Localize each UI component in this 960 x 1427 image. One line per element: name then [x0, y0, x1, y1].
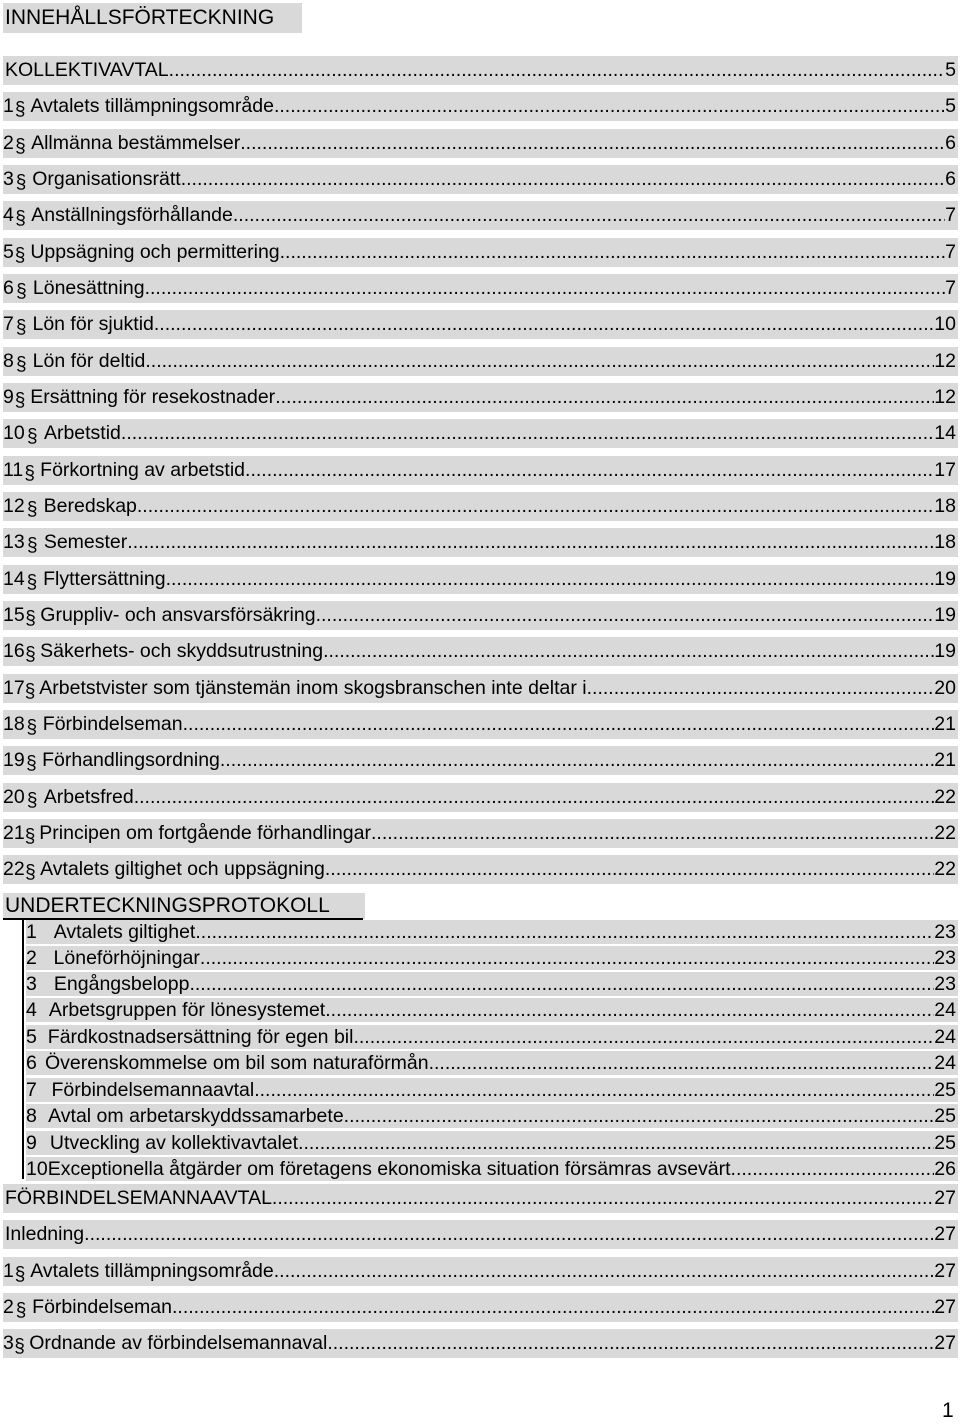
section-symbol: § [15, 208, 26, 229]
toc-entry[interactable] [3, 347, 958, 376]
toc-entry-page: 19 [934, 568, 956, 590]
toc-entry-number: 5 [3, 241, 14, 263]
toc-entry[interactable] [3, 637, 958, 666]
toc-entry-title: Inledning [5, 1223, 85, 1245]
toc-entry[interactable] [26, 972, 958, 996]
dot-leader [84, 1220, 934, 1249]
section-symbol: § [14, 1264, 26, 1285]
dot-leader [220, 746, 934, 775]
toc-entry-page: 6 [945, 132, 956, 154]
toc-entry[interactable] [26, 1025, 958, 1049]
toc-entry-number: 19 [3, 749, 25, 771]
section-symbol: § [26, 717, 38, 738]
toc-entry-title: Engångsbelopp [53, 973, 190, 995]
toc-entry-number: 10 [3, 422, 25, 444]
toc-entry-number: 11 [3, 459, 24, 481]
toc-entry-page: 27 [934, 1223, 956, 1245]
toc-entry-number: 2 [3, 1296, 14, 1318]
dot-leader [587, 674, 935, 703]
dot-leader [166, 565, 935, 594]
toc-entry[interactable] [3, 783, 958, 812]
toc-entry-page: 25 [934, 1132, 956, 1154]
section-symbol: § [26, 790, 38, 811]
toc-entry-title: Förbindelseman [32, 1296, 172, 1318]
page-title: INNEHÅLLSFÖRTECKNING [3, 3, 302, 33]
dot-leader [195, 920, 934, 944]
toc-entry-page: 17 [934, 459, 956, 481]
toc-entry-number: 5 [26, 1026, 37, 1048]
toc-entry-page: 12 [934, 350, 956, 372]
toc-entry[interactable] [26, 1078, 958, 1102]
toc-entry-number: 4 [3, 204, 14, 226]
toc-entry-title: Lön för deltid [32, 350, 146, 372]
toc-entry-number: 1 [3, 1260, 14, 1282]
section-symbol: § [24, 681, 36, 702]
toc-entry-title: Gruppliv- och ansvarsförsäkring [40, 604, 316, 626]
toc-entry[interactable] [3, 1184, 958, 1213]
toc-entry-page: 21 [934, 749, 956, 771]
toc-entry-page: 23 [934, 921, 956, 943]
toc-entry-title: Organisationsrätt [32, 168, 181, 190]
toc-entry-number: 9 [3, 386, 14, 408]
toc-entry-page: 7 [945, 241, 956, 263]
toc-entry[interactable] [3, 492, 958, 521]
toc-entry-page: 5 [945, 59, 956, 81]
section-symbol: § [14, 390, 26, 411]
toc-entry[interactable] [3, 1293, 958, 1322]
dot-leader [344, 1104, 935, 1128]
section-symbol: § [24, 463, 35, 484]
toc-entry[interactable] [26, 920, 958, 944]
protocol-heading: UNDERTECKNINGSPROTOKOLL [3, 893, 365, 919]
toc-entry-number: 3 [3, 168, 14, 190]
toc-entry-number: 10 [26, 1158, 48, 1180]
toc-entry-number: 3 [3, 1332, 14, 1354]
protocol-left-rule [22, 920, 24, 1179]
dot-leader [145, 347, 934, 376]
toc-entry-page: 22 [934, 786, 956, 808]
section-symbol: § [27, 426, 38, 447]
section-symbol: § [26, 535, 38, 556]
toc-entry-page: 18 [934, 495, 956, 517]
toc-entry-number: 21 [3, 822, 25, 844]
toc-entry[interactable] [3, 129, 958, 158]
toc-entry-title: Beredskap [43, 495, 137, 517]
toc-entry-title: Allmänna bestämmelser [31, 132, 241, 154]
dot-leader [181, 165, 945, 194]
toc-entry-title: Arbetstid [43, 422, 121, 444]
toc-entry-page: 6 [945, 168, 956, 190]
toc-entry-number: 18 [3, 713, 25, 735]
dot-leader [240, 129, 945, 158]
toc-entry[interactable] [26, 1104, 958, 1128]
toc-entry-page: 27 [934, 1187, 956, 1209]
dot-leader [327, 1329, 934, 1358]
toc-entry-title: FÖRBINDELSEMANNAAVTAL [5, 1187, 272, 1209]
section-symbol: § [15, 136, 26, 157]
section-symbol: § [26, 499, 38, 520]
section-symbol: § [26, 572, 38, 593]
toc-entry[interactable] [3, 310, 958, 339]
dot-leader [274, 92, 945, 121]
toc-entry-number: 2 [26, 947, 37, 969]
dot-leader [254, 1078, 934, 1102]
dot-leader [371, 819, 934, 848]
toc-entry[interactable] [3, 238, 958, 267]
toc-entry-number: 4 [26, 999, 37, 1021]
toc-entry-page: 23 [934, 947, 956, 969]
section-symbol: § [25, 862, 36, 883]
toc-entry-title: Uppsägning och permittering [30, 241, 280, 263]
toc-entry[interactable] [26, 1157, 958, 1181]
toc-entry-page: 24 [934, 1052, 956, 1074]
toc-entry-number: 9 [26, 1132, 37, 1154]
toc-entry-page: 27 [934, 1296, 956, 1318]
toc-entry[interactable] [3, 710, 958, 739]
section-symbol: § [14, 245, 26, 266]
section-symbol: § [15, 172, 27, 193]
dot-leader [316, 601, 935, 630]
toc-entry-page: 7 [945, 277, 956, 299]
toc-entry-title: Avtalets tillämpningsområde [30, 95, 274, 117]
toc-entry-title: Färdkostnadsersättning för egen bil [47, 1026, 354, 1048]
toc-entry-page: 10 [934, 313, 956, 335]
toc-entry-title: Avtalets giltighet [53, 921, 196, 943]
dot-leader [189, 972, 934, 996]
toc-entry[interactable] [3, 746, 958, 775]
dot-leader [121, 419, 934, 448]
toc-entry-title: Exceptionella åtgärder om företagens ekonomiska situation försämras avsevärt [47, 1158, 731, 1180]
toc-entry[interactable] [3, 274, 958, 303]
dot-leader [245, 456, 934, 485]
dot-leader [272, 1184, 934, 1213]
toc-entry-title: Avtal om arbetarskyddssamarbete [48, 1105, 344, 1127]
section-symbol: § [24, 826, 36, 847]
toc-entry-page: 24 [934, 999, 956, 1021]
toc-entry-number: 12 [3, 495, 25, 517]
toc-entry[interactable] [3, 601, 958, 630]
dot-leader [731, 1157, 935, 1181]
dot-leader [298, 1131, 934, 1155]
toc-entry-title: Principen om fortgående förhandlingar [39, 822, 371, 844]
toc-entry-number: 8 [3, 350, 14, 372]
toc-entry-page: 24 [934, 1026, 956, 1048]
toc-entry-title: Flyttersättning [43, 568, 166, 590]
toc-entry-page: 19 [934, 604, 956, 626]
toc-entry-page: 21 [934, 713, 956, 735]
toc-entry[interactable] [26, 1051, 958, 1075]
toc-entry-number: 1 [26, 921, 37, 943]
toc-entry[interactable] [3, 1257, 958, 1286]
toc-entry-title: Lönesättning [32, 277, 145, 299]
toc-entry-page: 25 [934, 1079, 956, 1101]
toc-entry-number: 2 [3, 132, 14, 154]
toc-entry-title: Avtalets giltighet och uppsägning [40, 858, 325, 880]
protocol-heading-underline [3, 918, 363, 920]
toc-entry-page: 19 [934, 640, 956, 662]
toc-entry-title: Utveckling av kollektivavtalet [49, 1132, 299, 1154]
dot-leader [127, 528, 934, 557]
toc-entry-number: 22 [3, 858, 25, 880]
page-number: 1 [942, 1399, 954, 1422]
dot-leader [323, 637, 934, 666]
toc-entry-page: 14 [934, 422, 956, 444]
toc-entry-title: Säkerhets- och skyddsutrustning [40, 640, 324, 662]
dot-leader [429, 1051, 935, 1075]
toc-entry-title: Anställningsförhållande [31, 204, 233, 226]
toc-entry-page: 12 [934, 386, 956, 408]
dot-leader [280, 238, 946, 267]
toc-entry-title: Ordnande av förbindelsemannaval [29, 1332, 328, 1354]
toc-entry-number: 7 [3, 313, 14, 335]
toc-entry-title: Förbindelseman [42, 713, 183, 735]
toc-entry[interactable] [3, 565, 958, 594]
toc-entry-page: 22 [934, 822, 956, 844]
dot-leader [325, 998, 934, 1022]
dot-leader [137, 492, 934, 521]
toc-entry-title: Avtalets tillämpningsområde [30, 1260, 274, 1282]
dot-leader [154, 310, 934, 339]
toc-entry[interactable] [3, 819, 958, 848]
toc-entry-title: Överenskommelse om bil som naturaförmån [44, 1052, 429, 1074]
toc-entry-number: 17 [3, 677, 25, 699]
toc-entry[interactable] [3, 383, 958, 412]
dot-leader [275, 383, 934, 412]
toc-entry[interactable] [3, 528, 958, 557]
toc-entry[interactable] [26, 1131, 958, 1155]
toc-entry-title: Förkortning av arbetstid [40, 459, 246, 481]
toc-entry[interactable] [26, 998, 958, 1022]
toc-entry-number: 3 [26, 973, 37, 995]
dot-leader [200, 946, 934, 970]
section-symbol: § [15, 354, 27, 375]
dot-leader [134, 783, 935, 812]
toc-entry-title: Förhandlingsordning [42, 749, 220, 771]
toc-entry-page: 20 [934, 677, 956, 699]
toc-entry-number: 20 [3, 786, 25, 808]
toc-entry-title: KOLLEKTIVAVTAL [5, 59, 169, 81]
toc-entry-page: 18 [934, 531, 956, 553]
toc-entry-page: 7 [945, 204, 956, 226]
toc-entry-title: Löneförhöjningar [53, 947, 200, 969]
toc-entry-number: 14 [3, 568, 25, 590]
toc-entry-number: 16 [3, 640, 25, 662]
dot-leader [145, 274, 946, 303]
toc-entry[interactable] [3, 674, 958, 703]
toc-entry-title: Semester [43, 531, 128, 553]
toc-entry-page: 22 [934, 858, 956, 880]
toc-entry-title: Ersättning för resekostnader [30, 386, 276, 408]
dot-leader [183, 710, 935, 739]
dot-leader [169, 56, 945, 85]
toc-entry[interactable] [3, 419, 958, 448]
toc-entry-number: 7 [26, 1079, 37, 1101]
dot-leader [233, 201, 945, 230]
section-symbol: § [26, 753, 37, 774]
toc-entry-number: 6 [3, 277, 14, 299]
toc-entry-page: 27 [934, 1260, 956, 1282]
section-symbol: § [15, 1300, 27, 1321]
toc-entry[interactable] [3, 1329, 958, 1358]
section-symbol: § [25, 644, 36, 665]
toc-entry-number: 8 [26, 1105, 37, 1127]
section-symbol: § [15, 317, 27, 338]
toc-entry[interactable] [3, 456, 958, 485]
dot-leader [172, 1293, 934, 1322]
toc-entry[interactable] [3, 92, 958, 121]
section-symbol: § [25, 608, 36, 629]
toc-entry[interactable] [3, 56, 958, 85]
toc-entry-number: 15 [3, 604, 25, 626]
section-symbol: § [14, 99, 26, 120]
toc-entry[interactable] [3, 1220, 958, 1249]
toc-entry[interactable] [3, 855, 958, 884]
section-symbol: § [14, 1336, 25, 1357]
toc-entry[interactable] [26, 946, 958, 970]
toc-entry-page: 26 [934, 1158, 956, 1180]
dot-leader [353, 1025, 934, 1049]
toc-entry-page: 5 [945, 95, 956, 117]
toc-entry-page: 23 [934, 973, 956, 995]
toc-entry-title: Arbetstvister som tjänstemän inom skogsbranschen inte deltar i [39, 677, 587, 699]
dot-leader [274, 1257, 935, 1286]
toc-entry-title: Lön för sjuktid [32, 313, 154, 335]
toc-entry-number: 6 [26, 1052, 37, 1074]
toc-entry-number: 1 [3, 95, 14, 117]
toc-entry-title: Arbetsfred [43, 786, 134, 808]
toc-entry[interactable] [3, 165, 958, 194]
toc-entry-page: 27 [934, 1332, 956, 1354]
toc-entry-title: Arbetsgruppen för lönesystemet [48, 999, 326, 1021]
toc-entry-title: Förbindelsemannaavtal [51, 1079, 255, 1101]
toc-entry-page: 25 [934, 1105, 956, 1127]
toc-entry[interactable] [3, 201, 958, 230]
toc-entry-number: 13 [3, 531, 25, 553]
dot-leader [325, 855, 934, 884]
section-symbol: § [16, 281, 27, 302]
